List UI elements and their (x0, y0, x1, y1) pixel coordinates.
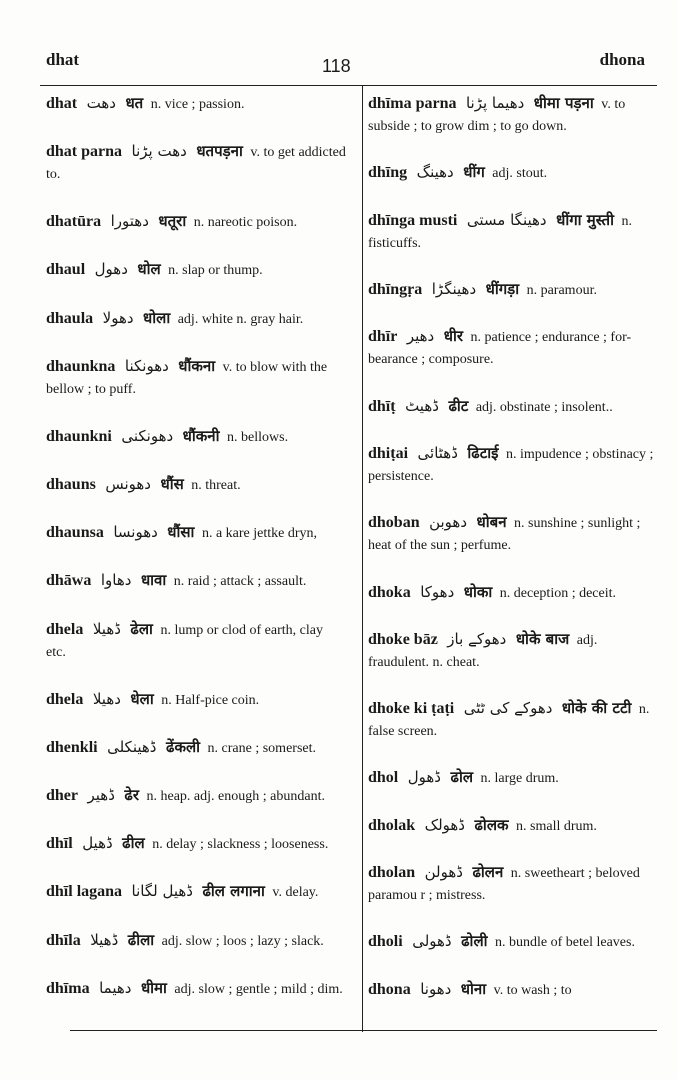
headword: dholi (368, 933, 403, 951)
headword: dhīṭ (368, 397, 396, 415)
urdu-form: دھونا (420, 979, 452, 998)
hindi-form: धोला (143, 308, 171, 327)
definition: v. delay. (272, 885, 319, 901)
urdu-form: دھاوا (100, 571, 132, 590)
urdu-form: دھینگڑا (431, 279, 477, 298)
headword: dhīma (46, 979, 90, 997)
hindi-form: ढेंकली (166, 737, 201, 756)
headword: dhona (368, 980, 411, 998)
hindi-form: धीमा पड़ना (533, 94, 594, 112)
urdu-form: دھیما (99, 978, 132, 997)
definition: n. bellows. (227, 429, 289, 445)
urdu-form: دھوکا (420, 582, 455, 601)
headword: dhīma parna (368, 95, 457, 112)
headword: dhāwa (46, 572, 92, 590)
headword: dhiṭai (368, 444, 409, 462)
column-divider (362, 86, 363, 1032)
urdu-form: دھیلا (92, 689, 121, 708)
dictionary-entry (368, 395, 658, 419)
headword: dhenkli (46, 738, 98, 756)
dictionary-entry (368, 278, 658, 302)
dictionary-entry (46, 736, 346, 760)
urdu-form: ڈھیل لگانا (131, 882, 193, 901)
hindi-form: धींगड़ा (485, 279, 520, 298)
headword: dhat parna (46, 143, 123, 161)
hindi-form: धेला (130, 689, 154, 708)
definition: n. lump or clod of earth, clay etc. (46, 622, 323, 660)
dictionary-entry (46, 307, 346, 331)
dictionary-entry (46, 688, 346, 712)
hindi-form: धीमा (140, 978, 167, 997)
definition: v. to blow with the bellow ; to puff. (46, 359, 328, 397)
definition: n. fisticuffs. (368, 213, 632, 251)
dictionary-entry (368, 442, 658, 488)
urdu-form: دھت (86, 94, 116, 112)
headword: dhoke ki ṭaṭi (368, 700, 455, 718)
dictionary-entry (46, 521, 346, 545)
definition: adj. slow ; loos ; lazy ; slack. (161, 933, 324, 949)
dictionary-entry (368, 92, 658, 138)
headword: dhol (368, 769, 399, 787)
hindi-form: धतपड़ना (196, 142, 243, 161)
dictionary-entry (368, 581, 658, 605)
header-guide-word-left: dhat (46, 50, 80, 69)
hindi-form: धोके की टटी (561, 699, 632, 718)
definition: v. to get addicted to. (46, 145, 346, 183)
headword: dholan (368, 864, 416, 882)
footer-rule (70, 1030, 657, 1031)
hindi-form: धोके बाज (515, 629, 570, 648)
definition: n. Half-pice coin. (161, 692, 260, 708)
headword: dhatūra (46, 213, 102, 231)
hindi-form: ढीला (127, 930, 155, 949)
urdu-form: ڈھیٹ (405, 396, 439, 415)
definition: n. crane ; somerset. (207, 740, 316, 756)
dictionary-entry (368, 161, 658, 185)
dictionary-entry (368, 697, 658, 743)
dictionary-entry (46, 92, 346, 116)
urdu-form: ڈھیر (87, 786, 115, 805)
definition: n. vice ; passion. (150, 97, 245, 112)
hindi-form: ढेला (130, 619, 153, 638)
page-number: 118 (322, 56, 351, 76)
right-column (368, 92, 658, 1025)
headword: dhaunkna (46, 357, 116, 375)
headword: dhīla (46, 931, 81, 949)
urdu-form: دھونسا (113, 523, 158, 542)
dictionary-entry (368, 766, 658, 790)
urdu-form: دھیما پڑنا (465, 94, 525, 112)
hindi-form: ढोली (461, 932, 488, 951)
definition: n. paramour. (526, 282, 597, 298)
dictionary-entry (46, 210, 346, 234)
dictionary-entry (46, 618, 346, 664)
definition: n. nareotic poison. (193, 215, 298, 231)
urdu-form: ڈھولک (424, 815, 465, 834)
dictionary-entry (368, 978, 658, 1002)
hindi-form: ढील लगाना (202, 882, 265, 901)
dictionary-entry (46, 258, 346, 282)
urdu-form: دھونکنا (124, 356, 169, 375)
headword: dhaunkni (46, 427, 112, 445)
dictionary-entry (368, 209, 658, 255)
hindi-form: धोना (460, 979, 487, 998)
definition: n. slap or thump. (168, 263, 263, 279)
definition: v. to wash ; to (493, 982, 572, 998)
definition: n. impudence ; obstinacy ; persistence. (368, 446, 654, 484)
headword: dhīng (368, 164, 408, 182)
dictionary-entry (368, 511, 658, 557)
definition: n. threat. (191, 478, 241, 494)
hindi-form: ढोल (450, 768, 474, 787)
headword: dhīr (368, 328, 398, 346)
header-guide-word-right: dhona (599, 50, 645, 69)
dictionary-entry (46, 569, 346, 593)
hindi-form: धौंसा (167, 523, 195, 542)
dictionary-entry (46, 929, 346, 953)
definition: n. small drum. (516, 818, 597, 834)
definition: n. bundle of betel leaves. (495, 935, 635, 951)
urdu-form: ڈھول (407, 768, 441, 787)
definition: n. delay ; slackness ; looseness. (152, 837, 329, 853)
headword: dhoke bāz (368, 630, 438, 648)
headword: dhīl lagana (46, 883, 123, 901)
headword: dhaunsa (46, 524, 104, 542)
urdu-form: ڈھیلا (90, 930, 119, 949)
dictionary-entry (46, 355, 346, 401)
hindi-form: ढिटाई (467, 443, 499, 462)
dictionary-entry (46, 977, 346, 1001)
hindi-form: धतूरा (158, 212, 187, 231)
headword: dhīl (46, 835, 73, 853)
headword: dhīngṛa (368, 280, 423, 298)
dictionary-entry (368, 814, 658, 838)
dictionary-entry (46, 425, 346, 449)
dictionary-entry (46, 880, 346, 904)
definition: n. heap. adj. enough ; abundant. (146, 789, 325, 805)
definition: n. large drum. (480, 771, 559, 787)
headword: dhauns (46, 476, 96, 494)
hindi-form: ढीट (448, 396, 469, 415)
urdu-form: دھیر (406, 327, 435, 346)
dictionary-entry (368, 861, 658, 907)
definition: adj. white n. gray hair. (177, 311, 304, 327)
urdu-form: دھولا (102, 308, 134, 327)
definition: n. patience ; endurance ; for-bearance ; composure. (368, 330, 632, 368)
hindi-form: धींगा मुस्ती (556, 210, 614, 229)
headword: dhoka (368, 583, 411, 601)
urdu-form: ڈھیل (82, 834, 113, 853)
urdu-form: ڈھولی (412, 932, 452, 951)
urdu-form: دھونس (105, 475, 151, 494)
urdu-form: دھوکے باز (447, 629, 507, 648)
definition: adj. fraudulent. n. cheat. (368, 632, 598, 670)
definition: adj. slow ; gentle ; mild ; dim. (174, 981, 343, 997)
definition: n. sunshine ; sunlight ; heat of the sun ; perfume. (368, 516, 641, 554)
urdu-form: دھول (94, 260, 128, 279)
hindi-form: धावा (140, 571, 167, 590)
urdu-form: ڈھٹائی (417, 443, 458, 462)
urdu-form: دھونکنی (121, 426, 174, 445)
hindi-form: धोल (137, 260, 161, 279)
headword: dhat (46, 95, 78, 112)
urdu-form: دھوکے کی ٹٹی (463, 699, 553, 718)
headword: dhela (46, 690, 84, 708)
dictionary-entry (46, 784, 346, 808)
hindi-form: धौंकना (178, 356, 216, 375)
headword: dhīnga musti (368, 211, 458, 229)
definition: n. deception ; deceit. (499, 585, 617, 601)
hindi-form: धत (125, 94, 144, 112)
urdu-form: دھینگا مستی (466, 210, 547, 229)
urdu-form: دھتورا (110, 212, 149, 231)
hindi-form: ढेर (124, 786, 139, 805)
hindi-form: ढील (122, 834, 145, 853)
headword: dhaul (46, 261, 86, 279)
headword: dhoban (368, 514, 420, 532)
dictionary-entry (368, 628, 658, 674)
hindi-form: धींग (463, 163, 485, 182)
definition: n. false screen. (368, 702, 650, 740)
dictionary-entry (46, 140, 346, 186)
definition: v. to subside ; to grow dim ; to go down. (368, 97, 626, 134)
definition: n. a kare jettke dryn, (201, 526, 317, 542)
urdu-form: دھینگ (416, 163, 454, 182)
hindi-form: धोबन (476, 513, 507, 532)
hindi-form: ढोलक (474, 815, 509, 834)
definition: n. raid ; attack ; assault. (173, 574, 307, 590)
definition: adj. obstinate ; insolent.. (475, 399, 613, 415)
urdu-form: ڈھیلا (92, 619, 121, 638)
headword: dhaula (46, 309, 94, 327)
headword: dholak (368, 816, 416, 834)
dictionary-entry (46, 473, 346, 497)
hindi-form: धौंकनी (182, 426, 220, 445)
hindi-form: ढोलन (472, 863, 504, 882)
left-column (46, 92, 346, 1025)
definition: adj. stout. (492, 166, 548, 182)
hindi-form: धोका (463, 582, 493, 601)
urdu-form: دھوبن (429, 513, 468, 532)
hindi-form: धीर (443, 327, 463, 346)
headword: dher (46, 787, 78, 805)
definition: n. sweetheart ; beloved paramou r ; mistress. (368, 866, 640, 904)
dictionary-entry (46, 832, 346, 856)
dictionary-entry (368, 930, 658, 954)
dictionary-entry (368, 325, 658, 371)
headword: dhela (46, 620, 84, 638)
hindi-form: धौंस (160, 475, 184, 494)
header-rule (40, 85, 657, 86)
urdu-form: ڈھینکلی (107, 737, 157, 756)
urdu-form: ڈھولن (424, 863, 463, 882)
urdu-form: دھت پڑنا (131, 142, 187, 161)
